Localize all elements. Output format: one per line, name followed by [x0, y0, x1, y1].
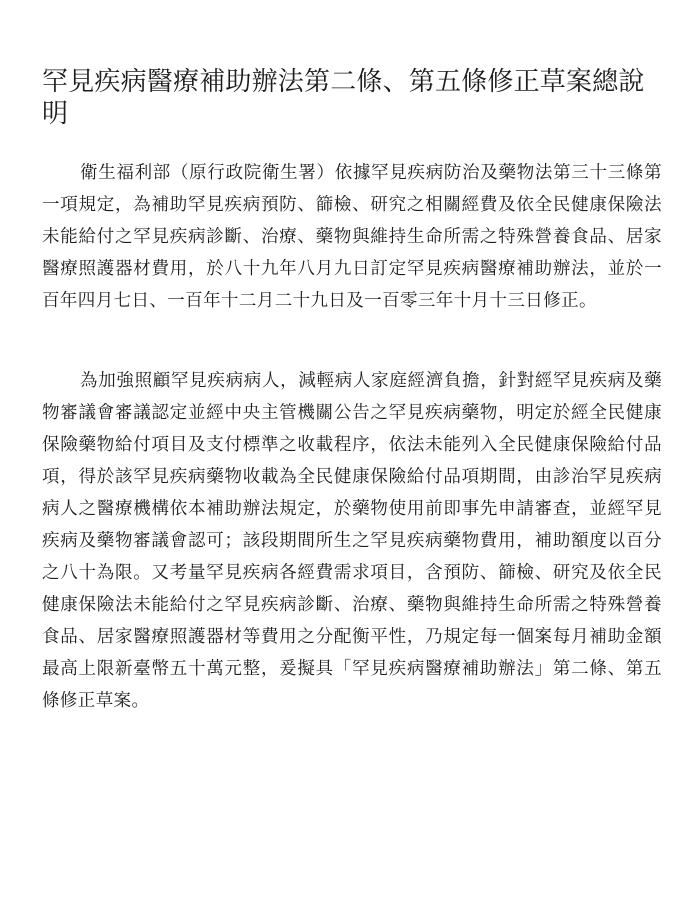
paragraph-background: 衛生福利部（原行政院衛生署）依據罕見疾病防治及藥物法第三十三條第一項規定，為補助罕見疾病預防、篩檢、研究之相關經費及依全民健康保險法未能給付之罕見疾病診斷、治療、藥物與維持生命所需之特殊營養食品、居家醫療照護器材費用，於八十九年八月九日訂定罕見疾病醫療補助辦法，並於一百年四月七日、一百年十二月二十九日及一百零三年十月十三日修正。: [42, 163, 662, 311]
paragraph-amendment-reason: 為加強照顧罕見疾病病人，減輕病人家庭經濟負擔，針對經罕見疾病及藥物審議會審議認定並經中央主管機關公告之罕見疾病藥物，明定於經全民健康保險藥物給付項目及支付標準之收載程序，依法未能列入全民健康保險給付品項，得於該罕見疾病藥物收載為全民健康保險給付品項期間，由診治罕見疾病病人之醫療機構依本補助辦法規定，於藥物使用前即事先申請審查，並經罕見疾病及藥物審議會認可；該段期間所生之罕見疾病藥物費用，補助額度以百分之八十為限。又考量罕見疾病各經費需求項目，含預防、篩檢、研究及依全民健康保險法未能給付之罕見疾病診斷、治療、藥物與維持生命所需之特殊營養食品、居家醫療照護器材等費用之分配衡平性，乃規定每一個案每月補助金額最高上限新臺幣五十萬元整，爰擬具「罕見疾病醫療補助辦法」第二條、第五條修正草案。: [42, 371, 662, 711]
document-title: 罕見疾病醫療補助辦法第二條、第五條修正草案總說明: [42, 67, 645, 129]
